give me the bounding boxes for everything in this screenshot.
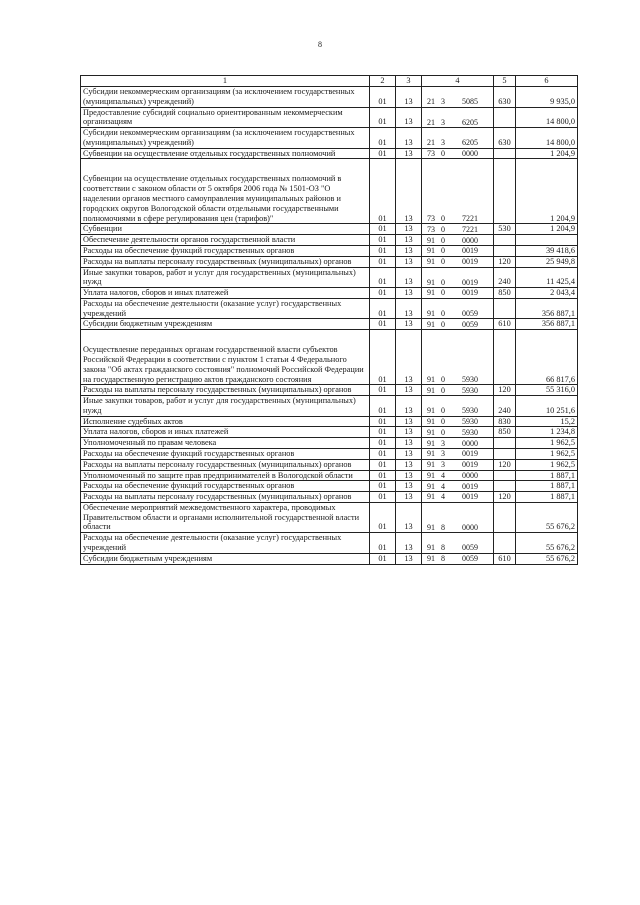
row-section: 01 <box>370 492 396 503</box>
row-target-code <box>422 256 494 267</box>
target-subprogram: 4 <box>441 481 445 491</box>
target-direction: 5930 <box>462 406 478 416</box>
row-subsection: 13 <box>396 128 422 149</box>
row-subsection: 13 <box>396 481 422 492</box>
row-expense-type <box>494 107 516 128</box>
row-name: Предоставление субсидий социально ориентированным некоммерческим организациям <box>81 107 370 128</box>
row-name: Исполнение судебных актов <box>81 416 370 427</box>
target-subprogram: 0 <box>441 246 445 256</box>
row-name: Расходы на выплаты персоналу государственных (муниципальных) органов <box>81 385 370 396</box>
target-subprogram: 0 <box>441 385 445 395</box>
row-subsection: 13 <box>396 298 422 319</box>
target-program: 21 <box>427 117 435 127</box>
row-section: 01 <box>370 416 396 427</box>
row-expense-type <box>494 148 516 159</box>
row-expense-type <box>494 502 516 532</box>
row-section: 01 <box>370 385 396 396</box>
row-name: Субсидии бюджетным учреждениям <box>81 319 370 330</box>
target-program: 91 <box>427 246 435 256</box>
row-subsection: 13 <box>396 385 422 396</box>
target-subprogram: 3 <box>441 97 445 107</box>
row-subsection: 13 <box>396 87 422 108</box>
row-amount: 14 800,0 <box>516 128 578 149</box>
row-subsection: 13 <box>396 449 422 460</box>
row-amount: 1 204,9 <box>516 159 578 224</box>
row-target-code <box>422 245 494 256</box>
row-amount: 9 935,0 <box>516 87 578 108</box>
row-amount: 1 204,9 <box>516 148 578 159</box>
row-subsection: 13 <box>396 256 422 267</box>
table-row <box>81 553 578 564</box>
row-name: Уполномоченный по защите прав предпринимателей в Вологодской области <box>81 470 370 481</box>
table-row <box>81 128 578 149</box>
target-subprogram: 0 <box>441 319 445 329</box>
row-name: Осуществление переданных органам государственной власти субъектов Российской Федерации в соответствии с пунктом 1 статьи 4 Федерального закона "Об актах гражданского состояния" полномочий Российской Федерации на государственную регистрацию актов гражданского состояния <box>81 330 370 385</box>
row-target-code <box>422 502 494 532</box>
row-target-code <box>422 385 494 396</box>
target-subprogram: 0 <box>441 417 445 426</box>
target-direction: 0000 <box>462 149 478 159</box>
target-direction: 5930 <box>462 385 478 395</box>
target-direction: 5930 <box>462 427 478 437</box>
row-amount: 1 234,8 <box>516 427 578 438</box>
row-expense-type <box>494 449 516 460</box>
row-section: 01 <box>370 319 396 330</box>
target-direction: 0019 <box>462 492 478 502</box>
target-direction: 0019 <box>462 449 478 459</box>
target-subprogram: 0 <box>441 235 445 245</box>
row-subsection: 13 <box>396 148 422 159</box>
row-section: 01 <box>370 235 396 246</box>
row-section: 01 <box>370 128 396 149</box>
row-amount: 10 251,6 <box>516 396 578 417</box>
target-program: 21 <box>427 97 435 107</box>
row-name: Иные закупки товаров, работ и услуг для государственных (муниципальных) нужд <box>81 396 370 417</box>
row-target-code <box>422 128 494 149</box>
table-row <box>81 288 578 299</box>
row-amount: 356 887,1 <box>516 319 578 330</box>
target-subprogram: 0 <box>441 406 445 416</box>
row-target-code <box>422 533 494 554</box>
row-section: 01 <box>370 470 396 481</box>
table-row <box>81 449 578 460</box>
row-expense-type <box>494 298 516 319</box>
row-name: Расходы на выплаты персоналу государственных (муниципальных) органов <box>81 459 370 470</box>
table-row <box>81 330 578 385</box>
row-subsection: 13 <box>396 502 422 532</box>
row-section: 01 <box>370 245 396 256</box>
row-amount: 55 676,2 <box>516 553 578 564</box>
row-name: Расходы на обеспечение деятельности (оказание услуг) государственных учреждений <box>81 298 370 319</box>
row-amount: 356 887,1 <box>516 298 578 319</box>
row-target-code <box>422 159 494 224</box>
row-amount: 1 887,1 <box>516 470 578 481</box>
target-subprogram: 8 <box>441 543 445 553</box>
column-header-amount: 6 <box>516 76 578 87</box>
row-section: 01 <box>370 553 396 564</box>
row-subsection: 13 <box>396 245 422 256</box>
target-direction: 0019 <box>462 460 478 470</box>
row-name: Субвенции <box>81 224 370 235</box>
page-number: 8 <box>318 40 322 49</box>
target-subprogram: 4 <box>441 470 445 480</box>
target-program: 91 <box>427 406 435 416</box>
target-direction: 5085 <box>462 97 478 107</box>
target-program: 91 <box>427 277 435 287</box>
table-row <box>81 298 578 319</box>
target-direction: 6205 <box>462 117 478 127</box>
table-body <box>81 87 578 565</box>
target-program: 91 <box>427 522 435 532</box>
row-name: Субвенции на осуществление отдельных государственных полномочий <box>81 148 370 159</box>
row-section: 01 <box>370 396 396 417</box>
row-name: Иные закупки товаров, работ и услуг для государственных (муниципальных) нужд <box>81 267 370 288</box>
row-target-code <box>422 235 494 246</box>
table-row <box>81 385 578 396</box>
row-name: Уплата налогов, сборов и иных платежей <box>81 427 370 438</box>
row-amount: 2 043,4 <box>516 288 578 299</box>
row-expense-type <box>494 470 516 481</box>
table-row <box>81 438 578 449</box>
row-amount: 25 949,8 <box>516 256 578 267</box>
column-header-target: 4 <box>422 76 494 87</box>
target-direction: 0019 <box>462 481 478 491</box>
target-subprogram: 0 <box>441 149 445 159</box>
row-section: 01 <box>370 87 396 108</box>
table-row <box>81 87 578 108</box>
table-row <box>81 416 578 427</box>
row-target-code <box>422 438 494 449</box>
row-section: 01 <box>370 459 396 470</box>
target-subprogram: 3 <box>441 449 445 459</box>
target-program: 91 <box>427 543 435 553</box>
row-name: Обеспечение деятельности органов государственной власти <box>81 235 370 246</box>
row-target-code <box>422 319 494 330</box>
row-subsection: 13 <box>396 427 422 438</box>
row-name: Расходы на обеспечение деятельности (оказание услуг) государственных учреждений <box>81 533 370 554</box>
row-name: Расходы на выплаты персоналу государственных (муниципальных) органов <box>81 492 370 503</box>
target-program: 73 <box>427 224 435 234</box>
row-section: 01 <box>370 438 396 449</box>
column-header-section: 2 <box>370 76 396 87</box>
target-direction: 0000 <box>462 522 478 532</box>
row-target-code <box>422 492 494 503</box>
row-expense-type: 610 <box>494 319 516 330</box>
target-program: 91 <box>427 492 435 502</box>
target-subprogram: 0 <box>441 288 445 298</box>
row-expense-type <box>494 438 516 449</box>
row-target-code <box>422 288 494 299</box>
row-section: 01 <box>370 481 396 492</box>
row-section: 01 <box>370 533 396 554</box>
table-row <box>81 319 578 330</box>
row-name: Субсидии некоммерческим организациям (за исключением государственных (муниципальных) учреждений) <box>81 128 370 149</box>
target-program: 91 <box>427 460 435 470</box>
row-amount: 39 418,6 <box>516 245 578 256</box>
row-expense-type <box>494 159 516 224</box>
row-subsection: 13 <box>396 553 422 564</box>
target-program: 73 <box>427 213 435 223</box>
target-program: 91 <box>427 319 435 329</box>
row-name: Уплата налогов, сборов и иных платежей <box>81 288 370 299</box>
row-name: Расходы на выплаты персоналу государственных (муниципальных) органов <box>81 256 370 267</box>
table-row <box>81 396 578 417</box>
table-row <box>81 427 578 438</box>
row-expense-type: 850 <box>494 288 516 299</box>
row-expense-type: 530 <box>494 224 516 235</box>
target-program: 91 <box>427 235 435 245</box>
row-target-code <box>422 427 494 438</box>
target-subprogram: 4 <box>441 492 445 502</box>
target-program: 91 <box>427 257 435 267</box>
row-expense-type <box>494 533 516 554</box>
target-direction: 7221 <box>462 224 478 234</box>
row-subsection: 13 <box>396 438 422 449</box>
row-subsection: 13 <box>396 492 422 503</box>
row-amount: 14 800,0 <box>516 107 578 128</box>
target-direction: 5930 <box>462 374 478 384</box>
table-row <box>81 267 578 288</box>
row-subsection: 13 <box>396 267 422 288</box>
row-target-code <box>422 396 494 417</box>
column-header-type: 5 <box>494 76 516 87</box>
target-subprogram: 8 <box>441 554 445 564</box>
row-expense-type: 240 <box>494 267 516 288</box>
target-subprogram: 0 <box>441 224 445 234</box>
row-subsection: 13 <box>396 235 422 246</box>
target-direction: 0059 <box>462 554 478 564</box>
row-section: 01 <box>370 288 396 299</box>
row-name: Субсидии некоммерческим организациям (за исключением государственных (муниципальных) учреждений) <box>81 87 370 108</box>
table-row <box>81 481 578 492</box>
target-subprogram: 0 <box>441 427 445 437</box>
target-direction: 0019 <box>462 246 478 256</box>
target-direction: 5930 <box>462 417 478 426</box>
row-target-code <box>422 107 494 128</box>
table-row <box>81 256 578 267</box>
row-name: Расходы на обеспечение функций государственных органов <box>81 481 370 492</box>
row-section: 01 <box>370 148 396 159</box>
target-program: 91 <box>427 438 435 448</box>
row-amount: 1 204,9 <box>516 224 578 235</box>
row-subsection: 13 <box>396 159 422 224</box>
target-program: 91 <box>427 308 435 318</box>
row-section: 01 <box>370 107 396 128</box>
row-amount: 11 425,4 <box>516 267 578 288</box>
row-target-code <box>422 481 494 492</box>
row-target-code <box>422 459 494 470</box>
row-target-code <box>422 224 494 235</box>
column-header-subsection: 3 <box>396 76 422 87</box>
table-row <box>81 470 578 481</box>
target-direction: 0000 <box>462 470 478 480</box>
target-direction: 0059 <box>462 543 478 553</box>
target-program: 73 <box>427 149 435 159</box>
row-section: 01 <box>370 159 396 224</box>
row-expense-type: 240 <box>494 396 516 417</box>
row-subsection: 13 <box>396 416 422 427</box>
target-direction: 0000 <box>462 235 478 245</box>
target-program: 21 <box>427 138 435 148</box>
target-program: 91 <box>427 288 435 298</box>
row-amount: 55 316,0 <box>516 385 578 396</box>
row-expense-type <box>494 481 516 492</box>
target-direction: 6205 <box>462 138 478 148</box>
row-section: 01 <box>370 502 396 532</box>
target-program: 91 <box>427 554 435 564</box>
row-amount: 66 817,6 <box>516 330 578 385</box>
target-program: 91 <box>427 470 435 480</box>
table-row <box>81 235 578 246</box>
target-direction: 0000 <box>462 438 478 448</box>
row-subsection: 13 <box>396 470 422 481</box>
row-expense-type <box>494 235 516 246</box>
row-section: 01 <box>370 298 396 319</box>
target-program: 91 <box>427 385 435 395</box>
row-section: 01 <box>370 330 396 385</box>
row-target-code <box>422 267 494 288</box>
row-subsection: 13 <box>396 224 422 235</box>
row-subsection: 13 <box>396 533 422 554</box>
table-row <box>81 245 578 256</box>
row-expense-type: 120 <box>494 385 516 396</box>
row-expense-type: 630 <box>494 87 516 108</box>
target-program: 91 <box>427 427 435 437</box>
table-row <box>81 159 578 224</box>
table-row <box>81 107 578 128</box>
target-subprogram: 3 <box>441 117 445 127</box>
row-expense-type: 120 <box>494 492 516 503</box>
row-section: 01 <box>370 449 396 460</box>
row-amount: 1 962,5 <box>516 459 578 470</box>
row-target-code <box>422 298 494 319</box>
row-amount <box>516 235 578 246</box>
table-row <box>81 502 578 532</box>
row-target-code <box>422 416 494 427</box>
row-name: Субвенции на осуществление отдельных государственных полномочий в соответствии с законом области от 5 октября 2006 года № 1501-ОЗ "О наделении органов местного самоуправления муниципальных районов и городских округов Вологодской области отдельными государственными полномочиями в сфере регулирования цен (тарифов)" <box>81 159 370 224</box>
row-subsection: 13 <box>396 459 422 470</box>
target-program: 91 <box>427 374 435 384</box>
row-name: Расходы на обеспечение функций государственных органов <box>81 245 370 256</box>
row-expense-type <box>494 245 516 256</box>
row-target-code <box>422 148 494 159</box>
row-section: 01 <box>370 224 396 235</box>
target-subprogram: 0 <box>441 213 445 223</box>
row-section: 01 <box>370 427 396 438</box>
row-subsection: 13 <box>396 396 422 417</box>
row-expense-type <box>494 330 516 385</box>
table-row <box>81 492 578 503</box>
target-subprogram: 0 <box>441 277 445 287</box>
row-subsection: 13 <box>396 330 422 385</box>
target-direction: 0059 <box>462 319 478 329</box>
row-name: Субсидии бюджетным учреждениям <box>81 553 370 564</box>
target-program: 91 <box>427 417 435 426</box>
row-target-code <box>422 330 494 385</box>
row-expense-type: 830 <box>494 416 516 427</box>
row-section: 01 <box>370 256 396 267</box>
row-subsection: 13 <box>396 319 422 330</box>
row-amount: 1 962,5 <box>516 438 578 449</box>
target-direction: 0019 <box>462 277 478 287</box>
row-expense-type: 120 <box>494 459 516 470</box>
target-direction: 0019 <box>462 288 478 298</box>
row-name: Расходы на обеспечение функций государственных органов <box>81 449 370 460</box>
target-subprogram: 0 <box>441 374 445 384</box>
row-amount: 15,2 <box>516 416 578 427</box>
column-header-name: 1 <box>81 76 370 87</box>
row-amount: 1 962,5 <box>516 449 578 460</box>
row-target-code <box>422 87 494 108</box>
target-subprogram: 0 <box>441 308 445 318</box>
table-row <box>81 533 578 554</box>
row-expense-type: 630 <box>494 128 516 149</box>
row-target-code <box>422 470 494 481</box>
table-row <box>81 224 578 235</box>
row-amount: 1 887,1 <box>516 492 578 503</box>
target-subprogram: 3 <box>441 138 445 148</box>
row-amount: 1 887,1 <box>516 481 578 492</box>
budget-table <box>80 75 578 565</box>
row-expense-type: 850 <box>494 427 516 438</box>
row-target-code <box>422 449 494 460</box>
row-subsection: 13 <box>396 288 422 299</box>
target-program: 91 <box>427 449 435 459</box>
row-subsection: 13 <box>396 107 422 128</box>
row-section: 01 <box>370 267 396 288</box>
target-program: 91 <box>427 481 435 491</box>
table-header-row <box>81 76 578 87</box>
row-amount: 55 676,2 <box>516 502 578 532</box>
target-subprogram: 0 <box>441 257 445 267</box>
target-direction: 0019 <box>462 257 478 267</box>
target-direction: 0059 <box>462 308 478 318</box>
target-subprogram: 3 <box>441 438 445 448</box>
row-name: Уполномоченный по правам человека <box>81 438 370 449</box>
row-amount: 55 676,2 <box>516 533 578 554</box>
row-name: Обеспечение мероприятий межведомственного характера, проводимых Правительством области и органами исполнительной государственной власти области <box>81 502 370 532</box>
target-subprogram: 3 <box>441 460 445 470</box>
row-expense-type: 610 <box>494 553 516 564</box>
target-direction: 7221 <box>462 213 478 223</box>
table-row <box>81 148 578 159</box>
row-expense-type: 120 <box>494 256 516 267</box>
table-row <box>81 459 578 470</box>
row-target-code <box>422 553 494 564</box>
target-subprogram: 8 <box>441 522 445 532</box>
